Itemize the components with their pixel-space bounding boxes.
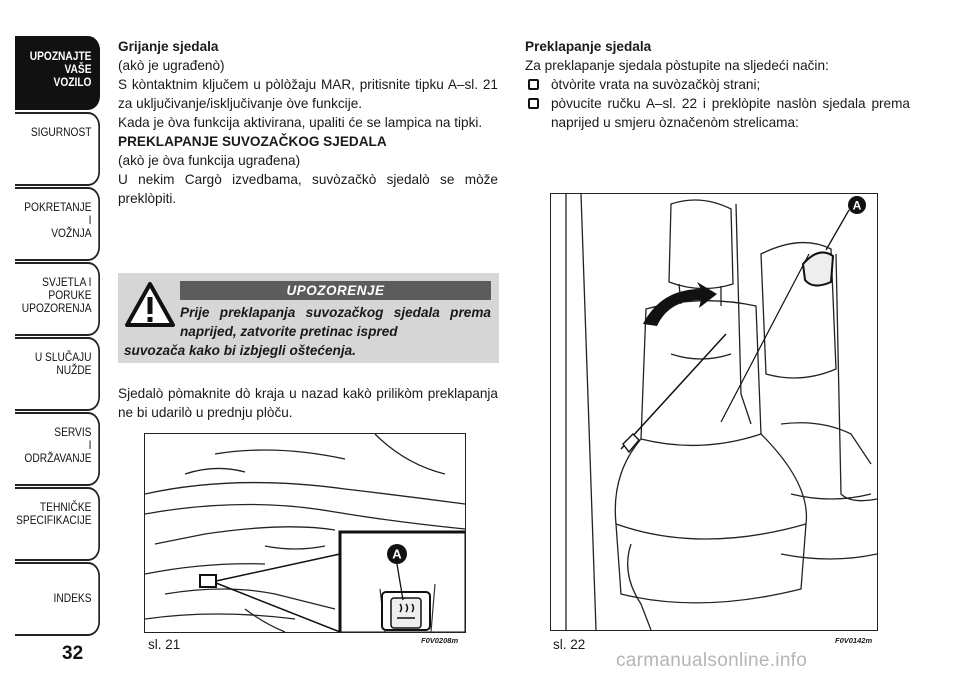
tab-upoznajte-vase-vozilo[interactable]: UPOZNAJTE VAŠE VOZILO <box>15 36 100 110</box>
paragraph: S kòntaktnim ključem u pòlòžaju MAR, pritisnite tipku A–sl. 21 za uključivanje/isključivanje òve funkcije. <box>118 77 498 111</box>
paragraph: (akò je òva funkcija ugrađena) <box>118 153 301 168</box>
warning-box <box>118 273 499 363</box>
left-column-bottom <box>118 384 498 422</box>
figure-21-caption: sl. 21 <box>148 637 181 652</box>
tab-indeks[interactable]: INDEKS <box>15 562 100 636</box>
list-item <box>525 94 910 132</box>
figure-22-marker: A <box>852 198 862 213</box>
tab-svjetla-i-poruke[interactable]: SVJETLA I PORUKE UPOZORENJA <box>15 262 100 336</box>
page-number: 32 <box>62 643 84 664</box>
figure-21-code: F0V0208m <box>421 636 459 645</box>
heading-passenger-seat-folding: PREKLAPANJE SUVOZAČKOG SJEDALA <box>118 134 387 149</box>
warning-line-a: Prije preklapanja suvozačkog sjedala prema naprijed, zatvorite pretinac ispred <box>180 305 491 339</box>
tab-servis-i-odrzavanje[interactable]: SERVIS I ODRŽAVANJE <box>15 412 100 486</box>
right-column <box>525 37 910 132</box>
paragraph: (akò je ugrađenò) <box>118 58 225 73</box>
instruction-list <box>525 75 910 132</box>
checkbox-bullet-icon <box>528 79 539 90</box>
seat-switch-illustration <box>145 434 465 632</box>
list-item <box>525 75 910 94</box>
tab-u-slucaju-nuzde[interactable]: U SLUČAJU NUŽDE <box>15 337 100 411</box>
paragraph: U nekim Cargò izvedbama, suvòzačkò sjedalò se mòže preklòpiti. <box>118 172 498 206</box>
seat-fold-illustration <box>551 194 877 630</box>
tab-pokretanje-i-voznja[interactable]: POKRETANJE I VOŽNJA <box>15 187 100 261</box>
figure-22-seat-fold-handle <box>550 193 878 631</box>
figure-21-marker: A <box>392 546 402 562</box>
figure-22-code: F0V0142m <box>835 636 873 645</box>
left-column <box>118 37 498 208</box>
warning-title: UPOZORENJE <box>180 281 491 300</box>
paragraph: Kada je òva funkcija aktivirana, upaliti će se lampica na tipki. <box>118 115 483 130</box>
figure-22-caption: sl. 22 <box>553 637 586 652</box>
paragraph: Sjedalò pòmaknite dò kraja u nazad kakò prilikòm preklapanja ne bi udarilò u prednju plòču. <box>118 386 498 420</box>
heading-folding-seat: Preklapanje sjedala <box>525 39 652 54</box>
watermark: carmanualsonline.info <box>616 650 808 671</box>
heading-seat-heating: Grijanje sjedala <box>118 39 219 54</box>
checkbox-bullet-icon <box>528 98 539 109</box>
list-item-text: pòvucite ručku A–sl. 22 i preklòpite naslòn sjedala prema naprijed u smjeru òznačenòm strelicama: <box>551 96 910 130</box>
figure-21-heated-seat-button <box>144 433 466 633</box>
tab-sigurnost[interactable]: SIGURNOST <box>15 112 100 186</box>
warning-line-b: suvozača kako bi izbjegli oštećenja. <box>124 343 356 358</box>
warning-text <box>124 303 491 360</box>
list-item-text: òtvòrite vrata na suvòzačkòj strani; <box>551 77 761 92</box>
paragraph: Za preklapanje sjedala pòstupite na sljedeći način: <box>525 58 829 73</box>
tab-tehnicke-specifikacije[interactable]: TEHNIČKE SPECIFIKACIJE <box>15 487 100 561</box>
